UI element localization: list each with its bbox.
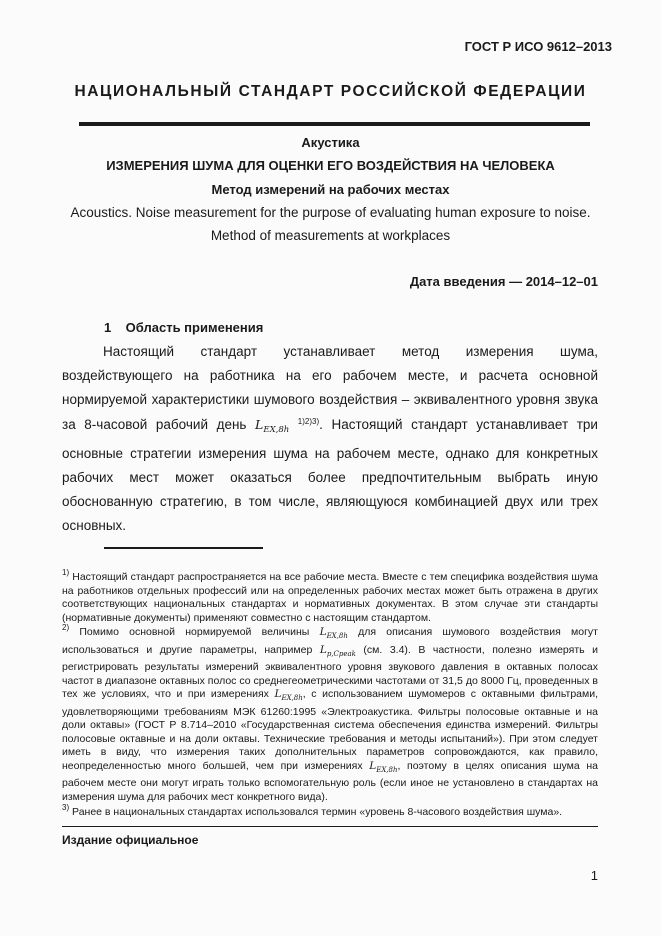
paragraph-text-part1: Настоящий стандарт устанавливает метод измерения шума, воздействующего на работника на его рабочем месте, и расчета основной нормируемой характеристики шумового воздействия – эквивалентного уровня звука за 8-часовой рабочий день [62, 344, 598, 432]
english-title-line2: Method of measurements at workplaces [210, 228, 451, 243]
introduction-date: Дата введения — 2014–12–01 [409, 274, 598, 289]
section-paragraph [62, 340, 598, 539]
formula-lpcpeak: $L_{p,Cpeak}$ [319, 643, 356, 658]
footnote-2-mark: 2) [62, 623, 70, 632]
footnote-2: $^{2)}$ Помимо основной нормируемой величины $L_{EX,8h}$ для описания шумового воздействия могут использоваться и другие параметры, например $L_{p,Cpeak}$ (см. 3.4). В частности, полезно измерять и регистрировать результаты измерений эквивалентного уровня звукового давления в октавных полосах частот в диапазоне октавных полос со среднегеометрическими частотами от 31,5 до 8000 Гц, проведенных в тех же условиях, что и при измерениях $L_{EX,8h}$, с использованием шумомеров с октавными фильтрами, удовлетворяющими требованиям МЭК 61260:1995 «Электроакустика. Фильтры полосовые октавные и на доли октавы» (ГОСТ Р 8.714–2010 «Государственная система обеспечения единства измерений. Фильтры полосовые октавные и на доли октавы. Технические требования и методы испытаний»). При этом следует иметь в виду, что измерения таких дополнительных параметров сопровождаются, как правило, неопределенностью много большей, чем при измерениях $L_{EX,8h}$, поэтому в целях описания шума на рабочем месте они могут играть только вспомогательную роль (если иное не установлено в стандартах на измерения шума для рабочих мест конкретного вида). [62, 623, 599, 803]
page-number: 1 [590, 868, 598, 883]
footnote-3: $^{3)}$ Ранее в национальных стандартах использовался термин «уровень 8-часового воздействия шума». [62, 803, 563, 818]
footnote-1-mark: 1) [62, 568, 70, 577]
paragraph-text-part2: . Настоящий стандарт устанавливает три основные стратегии измерения шума на рабочем месте, однако для конкретных рабочих мест может оказаться более предпочтительным выбрать иную обоснованную стратегию, в том числе, являющуюся комбинацией двух или трех основных. [62, 416, 598, 534]
section-heading: 1 Область применения [104, 320, 264, 335]
national-standard-title: НАЦИОНАЛЬНЫЙ СТАНДАРТ РОССИЙСКОЙ ФЕДЕРАЦИИ [74, 83, 587, 100]
formula-lex8h: $L_{EX,8h}$ [255, 416, 290, 435]
formula-lex8h: $L_{EX,8h}$ [369, 759, 398, 774]
footnote-1: $^{1)}$ Настоящий стандарт распространяется на все рабочие места. Вместе с тем специфика воздействия шума на работников отдельных профессий или на определенных рабочих местах может быть отражена в других соответствующих национальных стандартах и нормативных документах. В этом случае эти стандарты (нормативные документы) применяют совместно с настоящим стандартом. [62, 568, 598, 624]
formula-lex8h: $L_{EX,8h}$ [319, 626, 348, 640]
field-name: Акустика [301, 135, 360, 150]
footnote-3-mark: 3) [62, 803, 70, 812]
standard-title: ИЗМЕРЕНИЯ ШУМА ДЛЯ ОЦЕНКИ ЕГО ВОЗДЕЙСТВИЯ НА ЧЕЛОВЕКА [106, 158, 555, 173]
standard-code: ГОСТ Р ИСО 9612–2013 [464, 39, 612, 54]
standard-subtitle: Метод измерений на рабочих местах [211, 182, 450, 197]
official-edition-label: Издание официальное [62, 833, 199, 847]
formula-lex8h: $L_{EX,8h}$ [274, 688, 303, 702]
edition-divider [62, 826, 598, 827]
footnote-refs: 1)2)3) [297, 416, 320, 426]
english-title-line1: Acoustics. Noise measurement for the purpose of evaluating human exposure to noise. [70, 205, 591, 220]
footnote-divider [104, 547, 263, 549]
title-divider [79, 122, 590, 126]
